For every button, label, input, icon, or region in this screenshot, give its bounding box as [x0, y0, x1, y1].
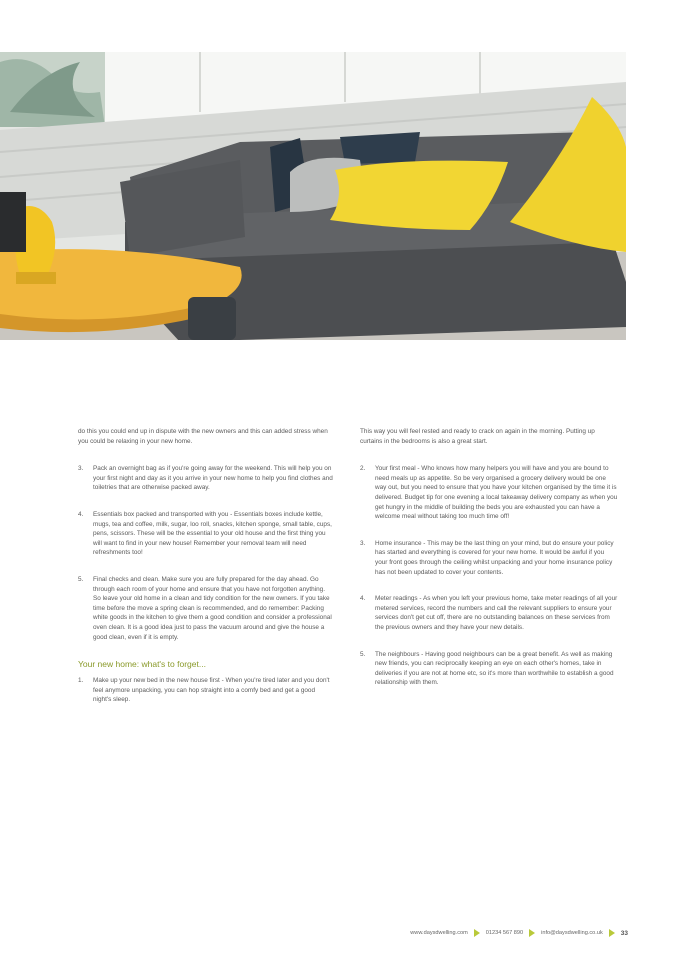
- item-number: 3.: [360, 539, 366, 547]
- footer-website-link[interactable]: www.daysdwelling.com: [410, 930, 468, 936]
- item-text: The neighbours - Having good neighbours can be a great benefit. As well as making new friends, you can reciprocally keeping an eye on each other's homes, take in deliveries if you are not at home etc, so it's more than worthwhile to establish a good relationship with them.: [375, 650, 614, 687]
- list-item: [78, 510, 333, 558]
- item-number: 4.: [360, 595, 366, 603]
- item-text: Pack an overnight bag as if you're going away for the weekend. This will help you on your first night and day as it you arrive in your new home to help you find clothes and toiletries that are otherwise packed away.: [93, 465, 333, 492]
- footer-email-link[interactable]: info@daysdwelling.co.uk: [541, 930, 603, 936]
- item-number: 1.: [78, 677, 84, 685]
- right-intro-paragraph: This way you will feel rested and ready to crack on again in the morning. Putting up curtains in the bedrooms is also a great start.: [360, 428, 595, 445]
- footer-phone: 01234 567 890: [485, 930, 524, 936]
- left-column: [78, 427, 333, 722]
- page-footer: [410, 927, 628, 939]
- item-text: Essentials box packed and transported with you - Essentials boxes include kettle, mugs, tea and coffee, milk, sugar, loo roll, snacks, kitchen sponge, small table, cups, pens, scissors. These will be the essential to your old house and the first thing you will want to find in your new house! Remember your removal team will need refreshments too!: [93, 510, 332, 557]
- list-item: [360, 539, 618, 577]
- hero-photo-living-room: [0, 52, 626, 340]
- item-number: 5.: [360, 650, 366, 658]
- item-text: Home insurance - This may be the last thing on your mind, but do ensure your policy has started and everything is covered for your new home. It would be awful if you your front goes through the ceiling whilst unpacking and your home insurance policy has not been updated to cover your contents.: [375, 539, 614, 576]
- item-number: 3.: [78, 465, 84, 473]
- item-number: 2.: [360, 465, 366, 473]
- item-text: Final checks and clean. Make sure you are fully prepared for the day ahead. Go through each room of your home and ensure that you have not forgotten anything. So leave your old home in a clean and tidy condition for the new owners. If you take time before the move a spring clean is recommended, and do remember: Packing white goods in the kitchen to give them a good condition and consider a professional oven clean. It is a good idea just to pass the vacuum around and give the house a good clean, even if it is empty.: [93, 575, 332, 641]
- list-item: [78, 464, 333, 493]
- list-item: [78, 676, 333, 705]
- item-text: Make up your new bed in the new house first - When you're tired later and you don't feel anymore unpacking, you can hop straight into a comfy bed and get a good night's sleep.: [93, 677, 330, 704]
- page-number: 33: [620, 929, 628, 937]
- list-item: [360, 650, 618, 688]
- left-intro-paragraph: do this you could end up in dispute with the new owners and this can added stress when you could be relaxing in your new home.: [78, 428, 328, 445]
- item-number: 4.: [78, 510, 84, 518]
- arrow-icon: [609, 929, 615, 937]
- list-item: [360, 464, 618, 522]
- list-item: [78, 575, 333, 642]
- section-subheading: Your new home: what's to forget...: [78, 659, 206, 670]
- item-text: Meter readings - As when you left your previous home, take meter readings of all your metered services, record the numbers and call the relevant suppliers to ensure your services don't get cut off, there are no outstanding balances on these services from the previous owners and they have your new details.: [375, 595, 618, 631]
- right-column: [360, 427, 618, 705]
- item-number: 5.: [78, 575, 84, 583]
- list-item: [360, 594, 618, 632]
- arrow-icon: [529, 929, 535, 937]
- item-text: Your first meal - Who knows how many helpers you will have and you are bound to need meals up as appetite. So be very organised a grocery delivery would be one way out, but you need to ensure that you have your kitchen organised by the time it is delivered. Budget tip for one evening a local takeaway delivery company as when you get hungry in the middle of building the beds you are exhausted you can have a welcome meal without taking too much time off!: [375, 465, 618, 521]
- arrow-icon: [474, 929, 480, 937]
